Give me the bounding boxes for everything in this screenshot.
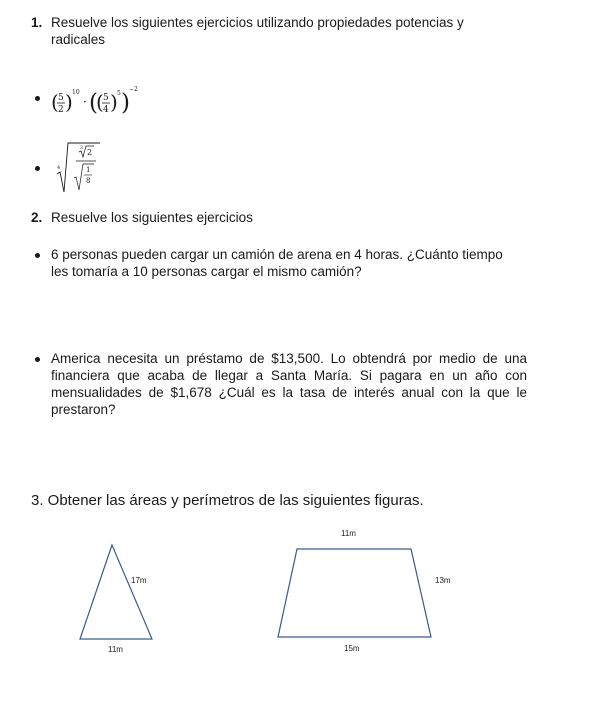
section1-title <box>51 14 521 48</box>
exponent-2-outer: −2 <box>129 86 138 93</box>
svg-text:): ) <box>65 90 73 114</box>
problem1-text <box>51 246 529 280</box>
section2-number: 2. <box>31 210 43 225</box>
problem2-line2: financiera que acaba de llegar a Santa María. Si pagara en un año con <box>51 368 527 383</box>
frac1-denominator: 2 <box>58 105 64 115</box>
frac1-numerator: 5 <box>58 93 64 103</box>
section1-title-line1: Resuelve los siguientes ejercicios utilizando propiedades potencias y <box>51 15 464 30</box>
trapezoid-top-label: 11m <box>341 529 356 538</box>
section1-title-line2: radicales <box>51 32 106 47</box>
exponent-2-inner: 5 <box>117 90 121 97</box>
trapezoid-side-label: 13m <box>435 576 451 585</box>
trapezoid-shape <box>278 549 431 637</box>
bullet <box>35 357 40 362</box>
problem2-text <box>51 350 527 418</box>
svg-text:(: ( <box>96 90 104 114</box>
triangle-side-label: 17m <box>131 576 147 585</box>
problem1-line1: 6 personas pueden cargar un camión de arena en 4 horas. ¿Cuánto tiempo <box>51 247 503 262</box>
multiplication-dot: · <box>83 95 87 109</box>
frac2-numerator: 5 <box>103 93 109 103</box>
trapezoid-bottom-label: 15m <box>344 644 360 653</box>
inner-fraction-numerator: 1 <box>86 166 91 174</box>
outer-root-index: 4 <box>57 165 61 171</box>
problem2-line4: prestaron? <box>51 402 116 417</box>
triangle-base-label: 11m <box>108 645 123 654</box>
inner-fraction-denominator: 8 <box>86 177 91 185</box>
section1-number: 1. <box>31 15 43 30</box>
triangle-figure <box>70 540 180 660</box>
section3-title: 3. Obtener las áreas y perímetros de las siguientes figuras. <box>31 492 424 509</box>
problem2-line3: mensualidades de $1,678 ¿Cuál es la tasa de interés anual con la que le <box>51 385 527 400</box>
svg-text:): ) <box>121 90 130 116</box>
exercise-b-expression <box>56 140 116 196</box>
bullet <box>35 253 40 258</box>
triangle-shape <box>80 545 152 639</box>
radicand-top: 2 <box>87 148 93 157</box>
trapezoid-figure <box>270 525 470 660</box>
problem1-line2: les tomaría a 10 personas cargar el mismo camión? <box>51 264 362 279</box>
cube-root-index: 3 <box>80 146 83 151</box>
bullet <box>35 96 40 101</box>
section2-title: Resuelve los siguientes ejercicios <box>51 210 253 225</box>
problem2-line1: America necesita un préstamo de $13,500. Lo obtendrá por medio de una <box>51 351 527 366</box>
exponent-1: 10 <box>72 89 80 96</box>
svg-text:(: ( <box>89 90 98 116</box>
svg-text:(: ( <box>51 90 59 114</box>
svg-text:): ) <box>110 90 118 114</box>
frac2-denominator: 4 <box>103 105 109 115</box>
exercise-a-expression <box>48 82 148 118</box>
bullet <box>35 166 40 171</box>
